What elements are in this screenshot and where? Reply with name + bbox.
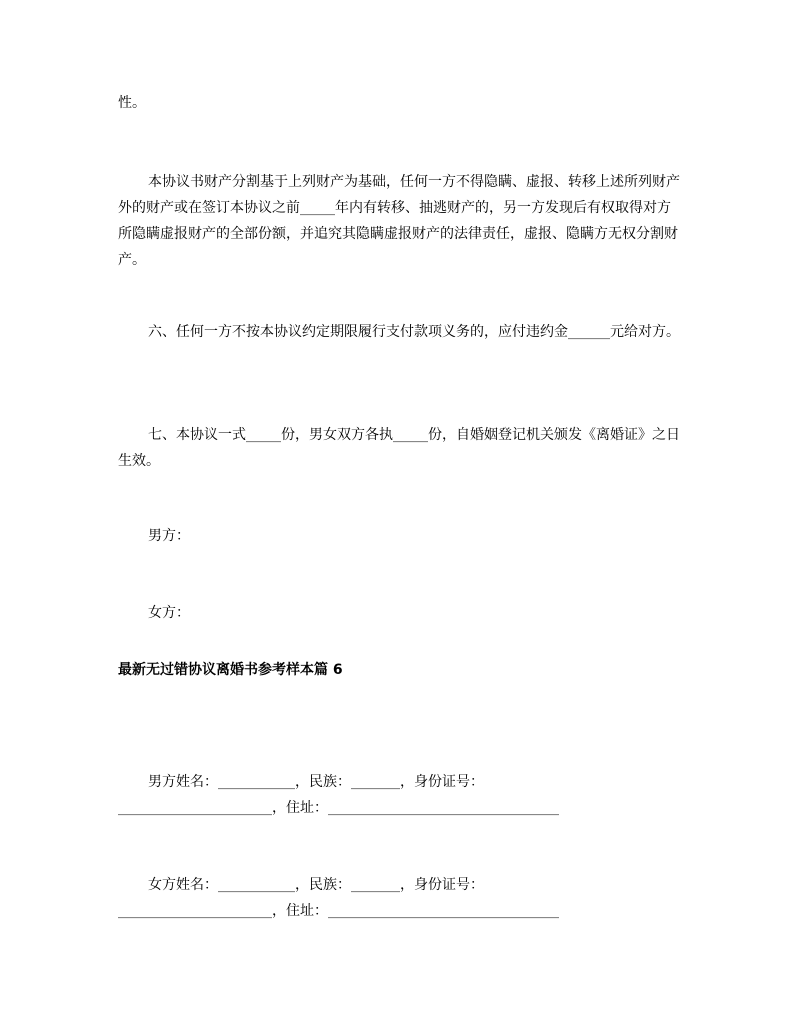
female-info-line-1: 女方姓名：___________，民族：_______，身份证号： (148, 877, 484, 893)
continuation-fragment: 性。 (118, 95, 146, 111)
section-heading: 最新无过错协议离婚书参考样本篇 6 (118, 662, 343, 678)
clause-six: 六、任何一方不按本协议约定期限履行支付款项义务的，应付违约金______元给对方。 (148, 324, 680, 340)
signature-male: 男方： (148, 528, 190, 544)
signature-female: 女方： (148, 605, 190, 621)
clause-seven: 七、本协议一式_____份，男女双方各执_____份，自婚姻登记机关颁发《离婚证》之日生效。 (118, 427, 680, 469)
paragraph-property-split: 本协议书财产分割基于上列财产为基础，任何一方不得隐瞒、虚报、转移上述所列财产外的财产或在签订本协议之前_____年内有转移、抽逃财产的，另一方发现后有权取得对方所隐瞒虚报财产的全部份额，并追究其隐瞒虚报财产的法律责任，虚报、隐瞒方无权分割财产。 (118, 174, 680, 268)
male-info-line-1: 男方姓名：___________，民族：_______，身份证号： (148, 774, 484, 790)
male-info-line-2: ______________________，住址：_________________________________ (118, 800, 559, 816)
female-info-line-2: ______________________，住址：_________________________________ (118, 903, 559, 919)
female-info-block-cont (118, 846, 680, 976)
